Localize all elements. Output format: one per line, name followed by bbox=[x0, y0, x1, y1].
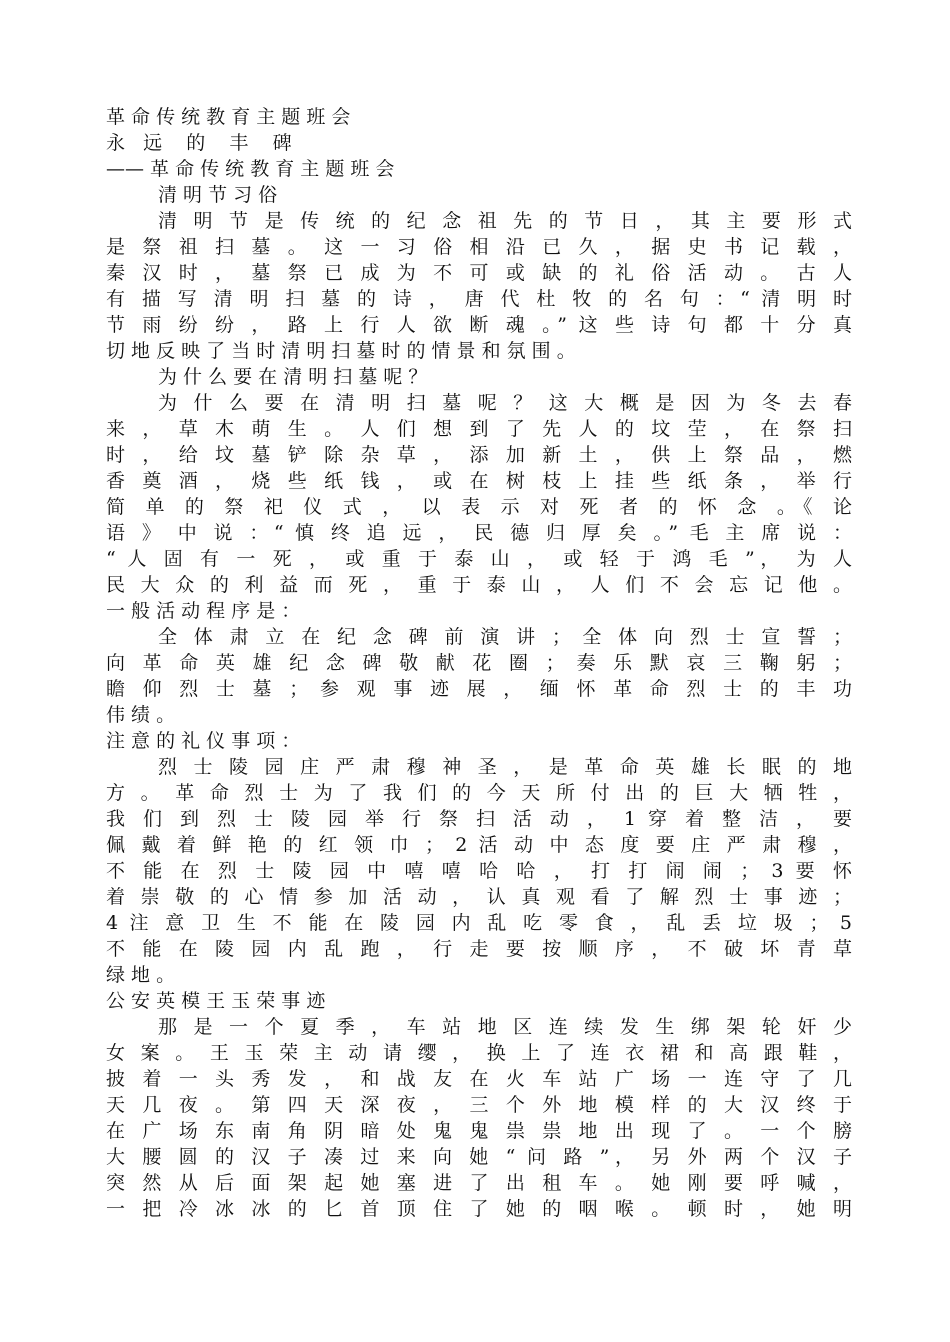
text-line: 在 广 场 东 南 角 阴 暗 处 鬼 鬼 祟 祟 地 出 现 了 。 一 个 膀 bbox=[106, 1120, 852, 1142]
text-line: 来 ， 草 木 萌 生 。 人 们 想 到 了 先 人 的 坟 茔 ， 在 祭 扫 bbox=[106, 418, 852, 440]
text-line: 切 地 反 映 了 当 时 清 明 扫 墓 时 的 情 景 和 氛 围 。 bbox=[106, 340, 576, 362]
text-line: 时 ， 给 坟 墓 铲 除 杂 草 ， 添 加 新 土 ， 供 上 祭 品 ， 燃 bbox=[106, 444, 852, 466]
text-line: 有 描 写 清 明 扫 墓 的 诗 ， 唐 代 杜 牧 的 名 句 ：“ 清 明 时 bbox=[106, 288, 852, 310]
section-heading-etiquette: 注 意 的 礼 仪 事 项 ： bbox=[106, 730, 301, 752]
speech-title: 永 远 的 丰 碑 bbox=[106, 132, 292, 154]
text-line: 瞻 仰 烈 士 墓 ； 参 观 事 迹 展 ， 缅 怀 革 命 烈 士 的 丰 功 bbox=[106, 678, 852, 700]
text-line: 那 是 一 个 夏 季 ， 车 站 地 区 连 续 发 生 绑 架 轮 奸 少 bbox=[158, 1016, 852, 1038]
text-line: 节 雨 纷 纷 ， 路 上 行 人 欲 断 魂 。” 这 些 诗 句 都 十 分 真 bbox=[106, 314, 852, 336]
text-line: 简 单 的 祭 祀 仪 式 ， 以 表 示 对 死 者 的 怀 念 。《 论 bbox=[106, 496, 852, 518]
section-heading-hero: 公 安 英 模 王 玉 荣 事 迹 bbox=[106, 990, 326, 1012]
section-heading-procedure: 一 般 活 动 程 序 是 ： bbox=[106, 600, 301, 622]
text-line: 佩 戴 着 鲜 艳 的 红 领 巾 ； 2 活 动 中 态 度 要 庄 严 肃 穆 ， bbox=[106, 834, 852, 856]
text-line: 突 然 从 后 面 架 起 她 塞 进 了 出 租 车 。 她 刚 要 呼 喊 ， bbox=[106, 1172, 852, 1194]
text-line: “ 人 固 有 一 死 ， 或 重 于 泰 山 ， 或 轻 于 鸿 毛 ”， 为 人 bbox=[106, 548, 852, 570]
text-line: 披 着 一 头 秀 发 ， 和 战 友 在 火 车 站 广 场 一 连 守 了 几 bbox=[106, 1068, 852, 1090]
text-line: 为 什 么 要 在 清 明 扫 墓 呢 ？ 这 大 概 是 因 为 冬 去 春 bbox=[158, 392, 852, 414]
text-line: 向 革 命 英 雄 纪 念 碑 敬 献 花 圈 ； 奏 乐 默 哀 三 鞠 躬 ； bbox=[106, 652, 852, 674]
document-title: 革 命 传 统 教 育 主 题 班 会 bbox=[106, 106, 351, 128]
text-line: 我 们 到 烈 士 陵 园 举 行 祭 扫 活 动 ， 1 穿 着 整 洁 ， 要 bbox=[106, 808, 852, 830]
text-line: 4 注 意 卫 生 不 能 在 陵 园 内 乱 吃 零 食 ， 乱 丢 垃 圾 ； 5 bbox=[106, 912, 852, 934]
text-line: 一 把 冷 冰 冰 的 匕 首 顶 住 了 她 的 咽 喉 。 顿 时 ， 她 明 bbox=[106, 1198, 852, 1220]
text-line: 清 明 节 是 传 统 的 纪 念 祖 先 的 节 日 ， 其 主 要 形 式 bbox=[158, 210, 852, 232]
text-line: 绿 地 。 bbox=[106, 964, 176, 986]
text-line: 香 奠 酒 ， 烧 些 纸 钱 ， 或 在 树 枝 上 挂 些 纸 条 ， 举 行 bbox=[106, 470, 852, 492]
text-line: 不 能 在 陵 园 内 乱 跑 ， 行 走 要 按 顺 序 ， 不 破 坏 青 草 bbox=[106, 938, 852, 960]
text-line: 伟 绩 。 bbox=[106, 704, 176, 726]
text-line: 大 腰 圆 的 汉 子 凑 过 来 向 她 “ 问 路 ”， 另 外 两 个 汉 子 bbox=[106, 1146, 852, 1168]
text-line: 语 》 中 说 ：“ 慎 终 追 远 ， 民 德 归 厚 矣 。” 毛 主 席 说 ： bbox=[106, 522, 852, 544]
text-line: 是 祭 祖 扫 墓 。 这 一 习 俗 相 沿 已 久 ， 据 史 书 记 载 ， bbox=[106, 236, 852, 258]
text-line: 天 几 夜 。 第 四 天 深 夜 ， 三 个 外 地 模 样 的 大 汉 终 于 bbox=[106, 1094, 852, 1116]
text-line: 秦 汉 时 ， 墓 祭 已 成 为 不 可 或 缺 的 礼 俗 活 动 。 古 人 bbox=[106, 262, 852, 284]
text-line: 全 体 肃 立 在 纪 念 碑 前 演 讲 ； 全 体 向 烈 士 宣 誓 ； bbox=[158, 626, 852, 648]
speech-subtitle: —— 革 命 传 统 教 育 主 题 班 会 bbox=[106, 158, 395, 180]
text-line: 民 大 众 的 利 益 而 死 ， 重 于 泰 山 ， 人 们 不 会 忘 记 他 。 bbox=[106, 574, 852, 596]
section-heading-why: 为 什 么 要 在 清 明 扫 墓 呢 ？ bbox=[158, 366, 428, 388]
section-heading-qingming: 清 明 节 习 俗 bbox=[158, 184, 278, 206]
text-line: 烈 士 陵 园 庄 严 肃 穆 神 圣 ， 是 革 命 英 雄 长 眠 的 地 bbox=[158, 756, 852, 778]
text-line: 方 。 革 命 烈 士 为 了 我 们 的 今 天 所 付 出 的 巨 大 牺 牲 ， bbox=[106, 782, 852, 804]
text-line: 女 案 。 王 玉 荣 主 动 请 缨 ， 换 上 了 连 衣 裙 和 高 跟 鞋 ， bbox=[106, 1042, 852, 1064]
text-line: 不 能 在 烈 士 陵 园 中 嘻 嘻 哈 哈 ， 打 打 闹 闹 ； 3 要 怀 bbox=[106, 860, 852, 882]
text-line: 着 崇 敬 的 心 情 参 加 活 动 ， 认 真 观 看 了 解 烈 士 事 迹 ； bbox=[106, 886, 852, 908]
